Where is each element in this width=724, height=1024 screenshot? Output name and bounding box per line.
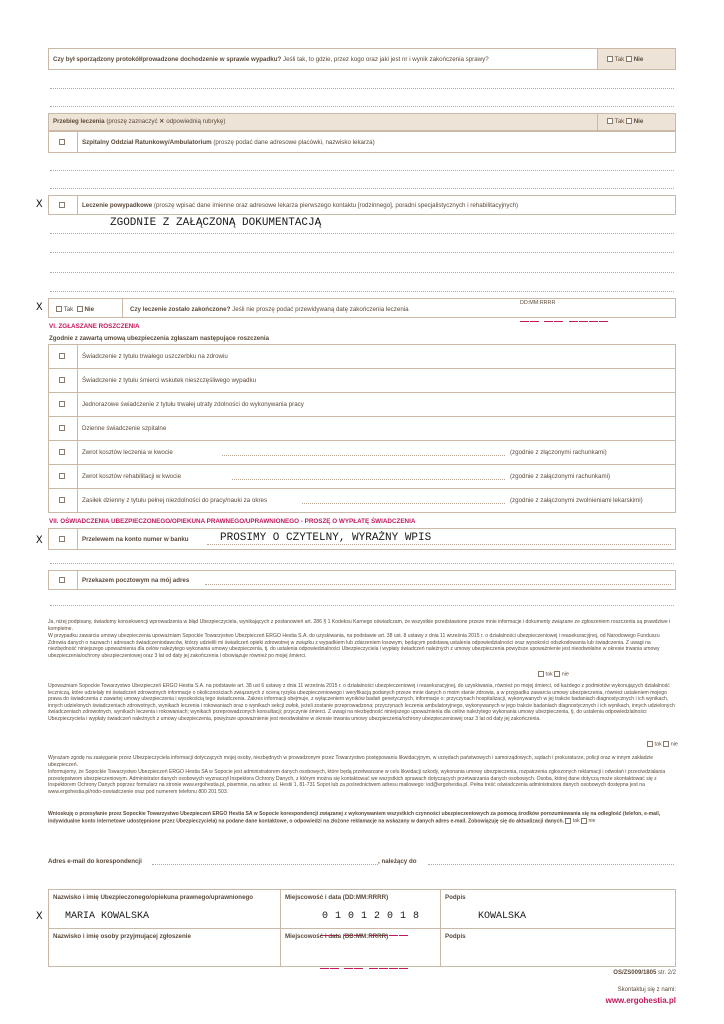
x-mark-transfer: X (36, 535, 43, 547)
website-link[interactable]: www.ergohestia.pl (605, 996, 676, 1005)
followup-label: Leczenie powypadkowe (proszę wpisać dane imienne oraz adresowe lekarza pierwszego kontaktu [rodzinnego], poradni specjalistycznych i rehabilitacyjnych) (82, 202, 519, 209)
finished-yesno[interactable]: Tak Nie (56, 306, 94, 313)
transfer-checkbox[interactable] (59, 536, 65, 542)
email-label: Adres e-mail do korespondencji (48, 858, 142, 865)
belongs-to-label: , należący do (378, 858, 417, 865)
postal-checkbox[interactable] (59, 577, 65, 583)
checkbox-nie[interactable] (626, 56, 632, 62)
declaration-4: Wyrażam zgodę na zasięganie przez Ubezpieczyciela informacji dotyczących mojej osoby, niezbędnych w prowadzonym przez Towarzystwo postępowaniu likwidacyjnym, w urzędach państwowych i samorządowych, sądach i prokuraturze, policji oraz w innym zakładzie ubezpieczeń. (48, 755, 654, 768)
declaration-3-consent[interactable]: tak nie (647, 741, 678, 747)
claim-note: (zgodnie z złączonymi rachunkami) (510, 449, 607, 456)
x-mark-followup: X (36, 199, 43, 211)
claim-label: Dzienne świadczenie szpitalne (82, 425, 167, 432)
claim-amount-input[interactable] (232, 479, 505, 480)
declaration-2-consent[interactable]: tak nie (538, 671, 569, 677)
claim-checkbox[interactable] (59, 473, 65, 479)
treatment-course-label: Przebieg leczenia (proszę zaznaczyć ✕ odpowiednią rubrykę) (53, 118, 226, 125)
section7-title: VII. OŚWIADCZENIA UBEZPIECZONEGO/OPIEKUNA PRAWNEGO/UPRAWNIONEGO - PROSZĘ O WYPŁATĘ ŚWIADCZENIA (49, 518, 416, 525)
recv-sign-label: Podpis (445, 933, 466, 940)
section6-title: VI. ZGŁASZANE ROSZCZENIA (49, 323, 140, 330)
declaration-6: Wnioskuję o przesyłanie przez Sopockie Towarzystwo Ubezpieczeń ERGO Hestia SA w Sopocie korespondencji związanej z wykonywaniem wszystkich czynności ubezpieczeniowych za pomocą środków porozumiewania się na odległość (telefon, e-mail, indywidualne konto internetowe udostępnione przez Ubezpieczyciela) na podane dane kontaktowe, o odpowiedzi na złożone reklamacje na wskazany w danych adres e-mail. Zobowiązuję się do aktualizacji danych. tak nie (48, 811, 661, 824)
claim-label: Zwrot kosztów leczenia w kwocie (82, 449, 173, 456)
followup-handwritten: ZGODNIE Z ZAŁĄCZONĄ DOKUMENTACJĄ (110, 217, 322, 229)
claim-note: (zgodnie z załączonymi rachunkami) (510, 473, 611, 480)
hospital-checkbox[interactable] (59, 139, 65, 145)
followup-checkbox[interactable] (59, 202, 65, 208)
form-code: OS/ZS009/1805 str. 2/2 (613, 970, 676, 976)
finished-date-boxes[interactable] (520, 309, 609, 327)
hospital-label: Szpitalny Oddział Ratunkowy/Ambulatorium (proszę podać dane adresowe placówki, nazwisko lekarza) (82, 139, 375, 146)
protocol-question: Czy był sporządzony protokół/prowadzone dochodzenie w sprawie wypadku? Jeśli tak, to gdzie, przez kogo oraz jaki jest nr i wynik zakończenia sprawy? (53, 56, 489, 63)
sig-sign-value: KOWALSKA (478, 911, 527, 922)
declaration-3: Upoważniam Sopockie Towarzystwo Ubezpieczeń ERGO Hestia S.A. na podstawie art. 38 ust 6 ustawy z dnia 11 września 2015 r. o działalności ubezpieczeniowej i reasekuracyjnej, do uzyskiwania, również po mojej śmierci, od każdego z podmiotów wykonujących działalność leczniczą, które udzielały mi świadczeń zdrowotnych informacje o okolicznościach związanych z oceną ryzyka ubezpieczeniowego i weryfikacją podanych przeze mnie danych o moim stanie zdrowia, a w przypadku zawarcia umowy ubezpieczenia, również ustaleniem mojego prawa do świadczenia z zawartej umowy ubezpieczenia i wysokością tego świadczenia. Zakres informacji obejmuje, z wyłączeniem wyników badań genetycznych, informacje o: przyczynach hospitalizacji, wykonywanych w jej trakcie badaniach diagnostycznych i ich wynikach, innych udzielonych świadczeniach zdrowotnych, wynikach leczenia i rokowaniach oraz o wynikach sekcji zwłok, jeżeli zostanie przeprowadzona; przyczynach leczenia ambulatoryjnego, wykonywanych w jego trakcie badaniach diagnostycznych i ich wynikach, innych udzielonych świadczeniach zdrowotnych, wynikach leczenia i rokowaniach; wynikach przeprowadzonych konsultacji; przyczynie śmierci. Z uwagi na niezbędność niniejszego upoważnienia dla celów należytego wykonania umowy ubezpieczenia, tj. do ustalenia odpowiedzialności Ubezpieczyciela i wypłaty świadczeń należnych z umowy ubezpieczenia, powyższe upoważnienie jest nieodwołalne w okresie trwania umowy ubezpieczenia/ochrony ubezpieczeniowej oraz 3 lat od daty jej zakończenia. (48, 683, 675, 722)
recv-place-label: Miejscowość i data (DD:MM:RRRR) (285, 933, 389, 940)
sig-name-label: Nazwisko i imię Ubezpieczonego/opiekuna prawnego/uprawnionego (53, 894, 254, 901)
declaration-2: W przypadku zawarcia umowy ubezpieczenia upoważniam Sopockie Towarzystwo Ubezpieczeń ERGO Hestia S.A. do uzyskiwania, na podstawie art. 38 ust. 8 ustawy z dnia 11 września 2015 r. o działalności ubezpieczeniowej i reasekuracyjnej, od Narodowego Funduszu Zdrowia danych o nazwach i adresach świadczeniodawców, którzy udzielili mi świadczeń opieki zdrowotnej w związku z wypadkiem lub zdarzeniem losowym, będącym podstawą ustalenia odpowiedzialności oraz wysokości odszkodowania lub świadczenia. Z uwagi na niezbędność niniejszego upoważnienia dla celów należytego wykonania umowy ubezpieczenia, tj. do ustalenia odpowiedzialności Ubezpieczyciela i wypłaty świadczeń należnych z umowy ubezpieczenia powyższe upoważnienie jest nieodwołalne w okresie trwania umowy ubezpieczenia/ochrony ubezpieczeniowej oraz 3 lat od daty jej zakończenia i obowiązuje również po mojej śmierci. (48, 633, 660, 659)
sig-sign-label: Podpis (445, 894, 466, 901)
sig-place-label: Miejscowość i data (DD:MM:RRRR) (285, 894, 389, 901)
contact-label: Skontaktuj się z nami: (617, 987, 676, 993)
claim-checkbox[interactable] (59, 353, 65, 359)
claim-amount-input[interactable] (222, 455, 505, 456)
claim-label: Świadczenie z tytułu trwałego uszczerbku na zdrowiu (82, 353, 228, 360)
recv-date-boxes[interactable] (320, 956, 409, 974)
recv-name-label: Nazwisko i imię osoby przyjmującej zgłoszenie (53, 933, 191, 940)
claim-checkbox[interactable] (59, 377, 65, 383)
sig-date-value: 0 1 0 1 2 0 1 8 (322, 911, 420, 922)
claim-label: Świadczenie z tytułu śmierci wskutek nieszczęśliwego wypadku (82, 377, 257, 384)
x-mark-signature: X (36, 911, 43, 923)
checkbox-tak[interactable] (607, 56, 613, 62)
claim-amount-input[interactable] (302, 503, 505, 504)
claim-note: (zgodnie z załączonymi zwolnieniami lekarskimi) (510, 497, 643, 504)
claim-checkbox[interactable] (59, 449, 65, 455)
email-input[interactable] (152, 864, 378, 865)
claim-label: Zasiłek dzienny z tytułu pełnej niezdolności do pracy/nauki za okres (82, 497, 268, 504)
belongs-to-input[interactable] (428, 864, 674, 865)
claim-checkbox[interactable] (59, 401, 65, 407)
section6-subtitle: Zgodnie z zawartą umową ubezpieczenia zgłaszam następujące roszczenia (49, 335, 270, 342)
treatment-yesno[interactable]: Tak Nie (607, 118, 643, 125)
sig-name-value: MARIA KOWALSKA (65, 911, 150, 922)
declaration-5: Informujemy, że Sopockie Towarzystwo Ubezpieczeń ERGO Hestia SA w Sopocie jest administratorem danych osobowych, które będą przetwarzane w celu likwidacji szkody, wykonania umowy ubezpieczenia, rozpatrzenia zgłoszonych reklamacji i odwołań i przeciwdziałania przestępstwom ubezpieczeniowym. Administrator danych osobowych wyznaczył Inspektora Ochrony Danych, z którym można się kontaktować we wszystkich sprawach dotyczących przetwarzania danych osobowych. Osoba, której dane dotyczą może skontaktować się z Inspektorem Ochrony Danych poprzez formularz na stronie www.ergohestia.pl, pisemnie, na adres: ul. Hestii 1, 81-731 Sopot lub za pośrednictwem adresu mailowego: iod@ergohestia.pl. Pełna treść oświadczenia administratora danych osobowych dostępna jest na www.ergohestia.pl/rodo-oswiadczenie oraz pod numerem telefonu 800 201 503. (48, 769, 666, 795)
declaration-1: Ja, niżej podpisany, świadomy konsekwencji wprowadzenia w błąd Ubezpieczyciela, wynikających z postanowień art. 286 § 1 Kodeksu Karnego oświadczam, że wszystkie przedstawione przeze mnie informacje i dokumenty związane ze zgłoszeniem roszczenia są prawdziwe i kompletne. (48, 619, 671, 632)
x-mark-finished: X (36, 302, 43, 314)
claim-label: Jednorazowe świadczenie z tytułu trwałej utraty zdolności do wykonywania pracy (82, 401, 304, 408)
claim-checkbox[interactable] (59, 497, 65, 503)
finished-question: Czy leczenie zostało zakończone? Jeśli nie proszę podać przewidywaną datę zakończenia leczenia (130, 306, 409, 313)
claim-checkbox[interactable] (59, 425, 65, 431)
protocol-tak[interactable]: Tak Nie (607, 56, 643, 63)
finished-date-format: DD:MM:RRRR (520, 300, 556, 306)
transfer-handwritten: PROSIMY O CZYTELNY, WYRAŻNY WPIS (220, 532, 432, 544)
postal-label: Przekazem pocztowym na mój adres (82, 577, 190, 584)
transfer-label: Przelewem na konto numer w banku (82, 536, 189, 543)
claim-label: Zwrot kosztów rehabilitacji w kwocie (82, 473, 182, 480)
